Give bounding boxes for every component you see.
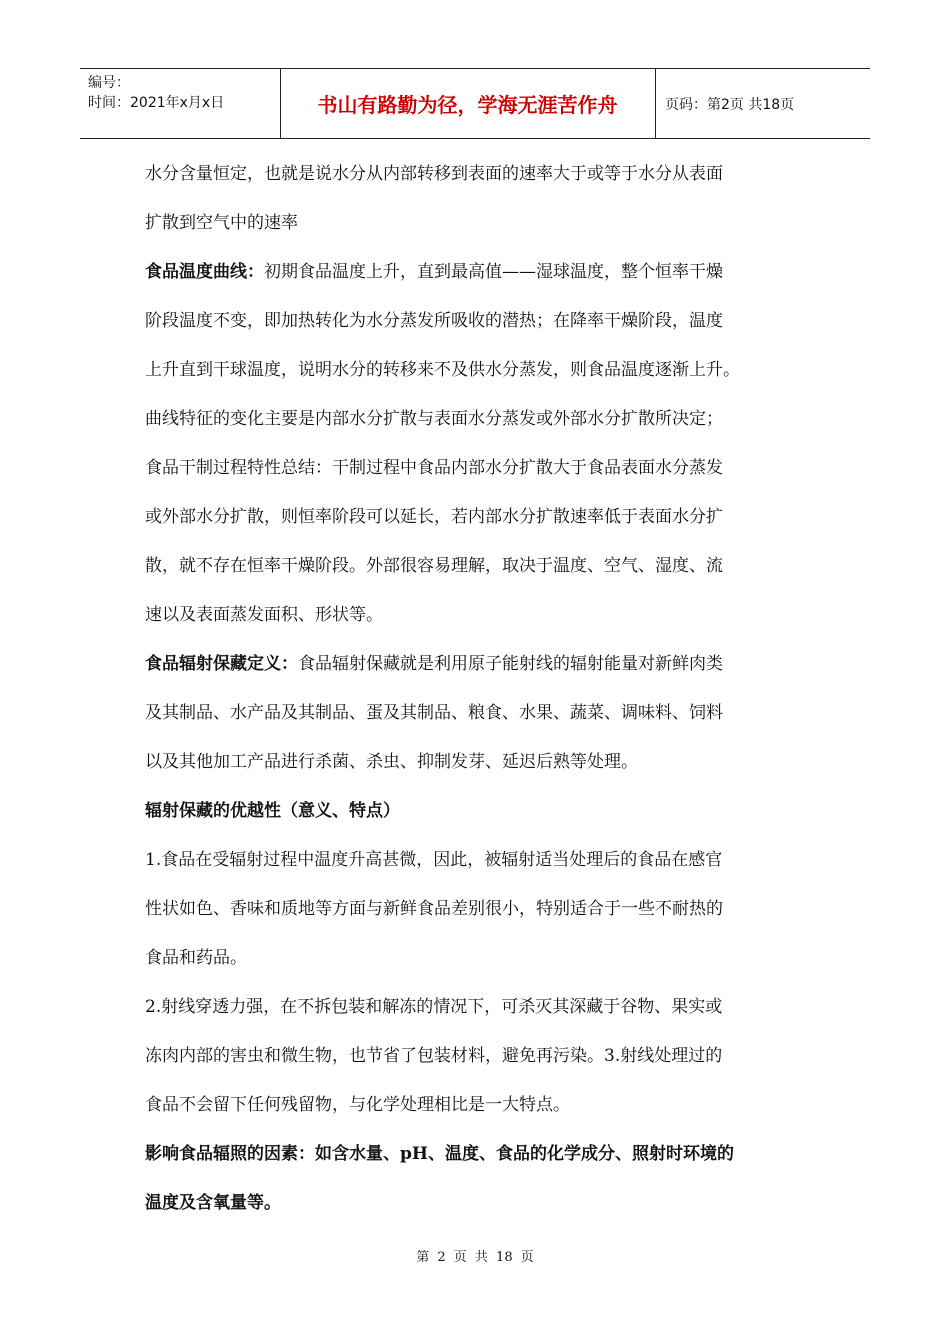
- header-meta: [88, 73, 280, 113]
- text-line: 食品和药品。: [145, 948, 247, 968]
- time-label: 时间：2021年x月x日: [88, 95, 225, 111]
- text-line: 1.食品在受辐射过程中温度升高甚微，因此，被辐射适当处理后的食品在感官: [145, 850, 723, 870]
- bold-line: 影响食品辐照的因素：如含水量、pH、温度、食品的化学成分、照射时环境的: [145, 1144, 734, 1164]
- paragraph-temperature-curve: [145, 248, 810, 297]
- section-heading: 辐射保藏的优越性（意义、特点）: [145, 801, 400, 821]
- text-span: 初期食品温度上升，直到最高值——湿球温度，整个恒率干燥: [264, 262, 723, 282]
- text-line: 散，就不存在恒率干燥阶段。外部很容易理解，取决于温度、空气、湿度、流: [145, 556, 723, 576]
- term-label: 食品辐射保藏定义：: [145, 654, 298, 674]
- header-divider: [655, 69, 656, 138]
- text-line: 水分含量恒定，也就是说水分从内部转移到表面的速率大于或等于水分从表面: [145, 164, 723, 184]
- text-line: 食品不会留下任何残留物，与化学处理相比是一大特点。: [145, 1095, 570, 1115]
- text-line: 以及其他加工产品进行杀菌、杀虫、抑制发芽、延迟后熟等处理。: [145, 752, 638, 772]
- text-line: 扩散到空气中的速率: [145, 213, 298, 233]
- text-span: 食品辐射保藏就是利用原子能射线的辐射能量对新鲜肉类: [298, 654, 723, 674]
- paragraph-radiation-definition: [145, 640, 810, 689]
- text-line: 及其制品、水产品及其制品、蛋及其制品、粮食、水果、蔬菜、调味料、饲料: [145, 703, 723, 723]
- text-line: 冻肉内部的害虫和微生物，也节省了包装材料，避免再污染。3.射线处理过的: [145, 1046, 723, 1066]
- header-motto: 书山有路勤为径，学海无涯苦作舟: [317, 93, 618, 117]
- page-footer: 第 2 页 共 18 页: [416, 1250, 534, 1265]
- text-line: 阶段温度不变，即加热转化为水分蒸发所吸收的潜热；在降率干燥阶段，温度: [145, 311, 723, 331]
- text-line: 性状如色、香味和质地等方面与新鲜食品差别很小，特别适合于一些不耐热的: [145, 899, 723, 919]
- text-line: 曲线特征的变化主要是内部水分扩散与表面水分蒸发或外部水分扩散所决定；: [145, 409, 723, 429]
- text-line: 2.射线穿透力强，在不拆包装和解冻的情况下，可杀灭其深藏于谷物、果实或: [145, 997, 723, 1017]
- header-page-info: 页码：第2页 共18页: [665, 96, 795, 113]
- page-header: [80, 68, 870, 139]
- text-line: 食品干制过程特性总结：干制过程中食品内部水分扩散大于食品表面水分蒸发: [145, 458, 723, 478]
- bold-line: 温度及含氧量等。: [145, 1193, 281, 1213]
- document-body: [145, 150, 810, 1228]
- text-line: 上升直到干球温度，说明水分的转移来不及供水分蒸发，则食品温度逐渐上升。: [145, 360, 740, 380]
- term-label: 食品温度曲线：: [145, 262, 264, 282]
- number-label: 编号：: [88, 75, 130, 91]
- text-line: 速以及表面蒸发面积、形状等。: [145, 605, 383, 625]
- text-line: 或外部水分扩散，则恒率阶段可以延长，若内部水分扩散速率低于表面水分扩: [145, 507, 723, 527]
